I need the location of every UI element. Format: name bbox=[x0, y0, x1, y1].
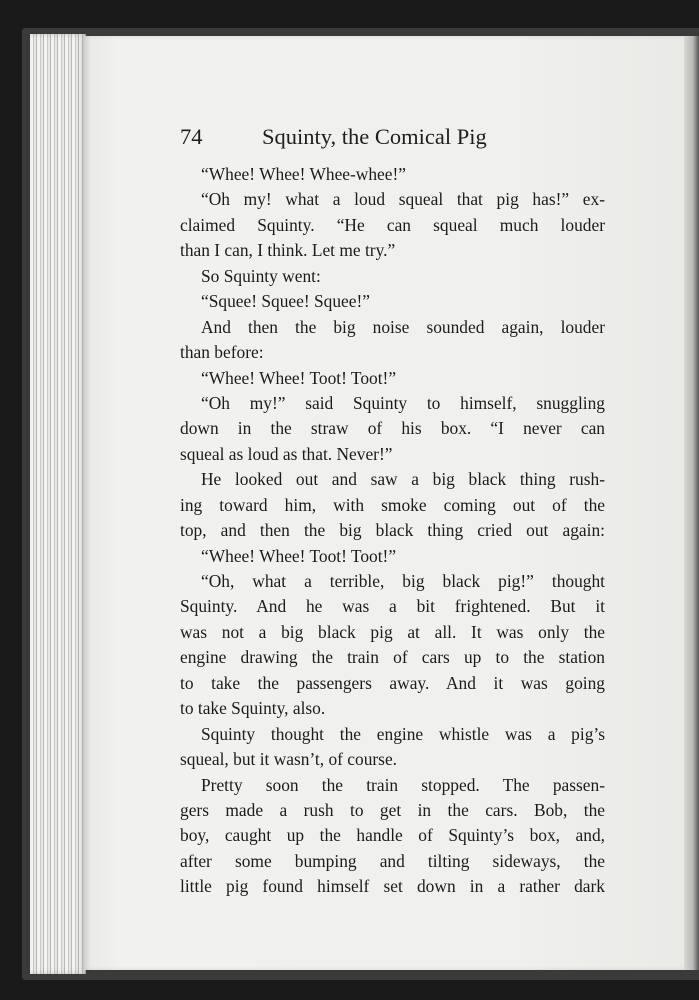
text-line: was not a big black pig at all. It was only the bbox=[180, 621, 605, 642]
text-line: claimed Squinty. “He can squeal much louder bbox=[180, 214, 605, 235]
text-line: “Oh my! what a loud squeal that pig has!” ex- bbox=[201, 189, 605, 210]
text-line: top, and then the big black thing cried out again: bbox=[180, 520, 605, 541]
page-edges-stack bbox=[30, 34, 86, 974]
text-line: to take Squinty, also. bbox=[180, 698, 326, 719]
text-line: “Oh my!” said Squinty to himself, snuggling bbox=[201, 392, 605, 413]
running-head: Squinty, the Comical Pig bbox=[262, 124, 487, 149]
text-line: Squinty thought the engine whistle was a pig’s bbox=[201, 723, 605, 744]
text-line: than before: bbox=[180, 342, 264, 363]
text-line: little pig found himself set down in a rather dark bbox=[180, 876, 605, 897]
text-line: So Squinty went: bbox=[201, 265, 321, 286]
text-line: ing toward him, with smoke coming out of the bbox=[180, 494, 605, 515]
text-line: Squinty. And he was a bit frightened. But it bbox=[180, 596, 605, 617]
text-line: “Whee! Whee! Whee-whee!” bbox=[201, 164, 407, 184]
text-line: down in the straw of his box. “I never can bbox=[180, 418, 605, 439]
text-line: to take the passengers away. And it was going bbox=[180, 672, 605, 693]
page-number: 74 bbox=[180, 124, 203, 149]
text-line: after some bumping and tilting sideways, the bbox=[180, 850, 605, 871]
body-text bbox=[180, 162, 605, 900]
text-line: “Oh, what a terrible, big black pig!” thought bbox=[201, 571, 605, 591]
text-line: “Squee! Squee! Squee!” bbox=[201, 291, 371, 312]
text-line: squeal, but it wasn’t, of course. bbox=[180, 749, 398, 770]
text-line: boy, caught up the handle of Squinty’s box, and, bbox=[180, 825, 605, 846]
text-line: Pretty soon the train stopped. The passen- bbox=[201, 774, 605, 795]
text-line: And then the big noise sounded again, louder bbox=[201, 316, 605, 337]
text-line: gers made a rush to get in the cars. Bob, the bbox=[180, 799, 605, 820]
text-line: than I can, I think. Let me try.” bbox=[180, 240, 396, 261]
right-page-edge bbox=[684, 36, 699, 970]
text-line: engine drawing the train of cars up to the station bbox=[180, 647, 605, 668]
text-line: “Whee! Whee! Toot! Toot!” bbox=[201, 545, 397, 566]
page-header bbox=[180, 124, 610, 154]
text-line: He looked out and saw a big black thing rush- bbox=[201, 469, 605, 490]
text-line: squeal as loud as that. Never!” bbox=[180, 443, 393, 464]
text-line: “Whee! Whee! Toot! Toot!” bbox=[201, 367, 397, 388]
